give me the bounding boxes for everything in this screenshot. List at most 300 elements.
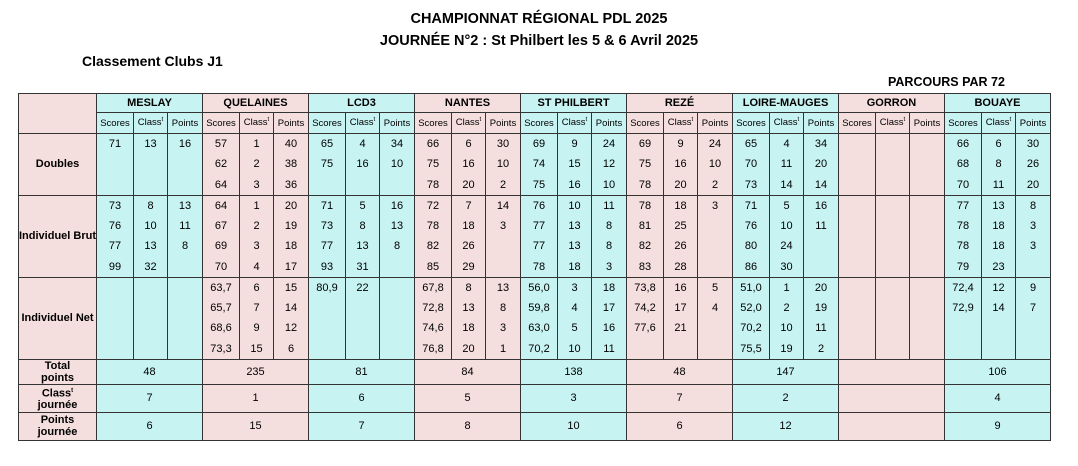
column-header: Scores [203,113,240,134]
score-cell: 6 [982,134,1016,155]
score-cell: 74 [521,154,558,175]
column-header: Class$^t$ [876,113,910,134]
score-cell: 2 [770,298,804,319]
club-name: MESLAY [97,94,203,113]
score-cell: 36 [274,175,309,196]
score-cell: 9 [240,318,274,339]
score-cell: 13 [486,277,521,298]
score-cell: 10 [770,216,804,237]
score-cell: 65 [733,134,770,155]
score-cell [839,298,876,319]
score-cell: 75 [309,154,346,175]
score-cell: 8 [452,277,486,298]
column-header: Class$^t$ [770,113,804,134]
score-cell: 7 [240,298,274,319]
score-cell: 65 [309,134,346,155]
score-cell [380,175,415,196]
score-cell: 18 [452,216,486,237]
table-row [19,154,1051,175]
score-cell [346,318,380,339]
score-cell: 9 [558,134,592,155]
score-cell [839,277,876,298]
score-cell [876,318,910,339]
score-cell: 6 [240,277,274,298]
score-cell: 4 [698,298,733,319]
summary-label: Total points [19,359,97,384]
score-cell: 18 [982,216,1016,237]
score-cell: 63,0 [521,318,558,339]
score-cell: 73,8 [627,277,664,298]
score-cell: 16 [592,318,627,339]
score-cell: 38 [274,154,309,175]
summary-value: 48 [627,359,733,384]
score-cell: 62 [203,154,240,175]
column-header: Scores [945,113,982,134]
club-name: LOIRE-MAUGES [733,94,839,113]
summary-value: 5 [415,384,521,412]
score-cell: 28 [664,257,698,278]
score-cell: 30 [770,257,804,278]
score-cell: 11 [770,154,804,175]
summary-value: 138 [521,359,627,384]
score-cell: 12 [592,154,627,175]
summary-value: 10 [521,412,627,440]
score-cell [97,318,134,339]
score-cell: 10 [698,154,733,175]
total-points-row [19,359,1051,384]
score-cell: 10 [592,175,627,196]
score-cell: 20 [452,175,486,196]
score-cell: 16 [168,134,203,155]
score-cell: 15 [558,154,592,175]
score-cell: 64 [203,195,240,216]
table-row [19,318,1051,339]
score-cell: 14 [486,195,521,216]
column-header: Scores [521,113,558,134]
score-cell: 10 [134,216,168,237]
score-cell: 30 [486,134,521,155]
score-cell: 82 [627,236,664,257]
score-cell: 2 [240,216,274,237]
score-cell: 86 [733,257,770,278]
score-cell [876,236,910,257]
score-cell: 65,7 [203,298,240,319]
score-cell: 10 [770,318,804,339]
score-cell [380,257,415,278]
column-header: Class$^t$ [664,113,698,134]
score-cell: 10 [558,195,592,216]
column-header: Class$^t$ [558,113,592,134]
score-cell [982,339,1016,360]
score-cell: 4 [558,298,592,319]
score-cell: 76 [733,216,770,237]
score-cell: 68,6 [203,318,240,339]
score-cell: 3 [1016,216,1051,237]
score-cell: 31 [346,257,380,278]
score-cell: 3 [592,257,627,278]
score-cell: 13 [452,298,486,319]
summary-label: Class$^t$ journée [19,384,97,412]
score-cell [839,339,876,360]
score-cell [876,195,910,216]
score-cell: 8 [134,195,168,216]
column-header: Scores [97,113,134,134]
score-cell: 77 [97,236,134,257]
score-cell [97,175,134,196]
score-cell [910,277,945,298]
score-cell: 17 [274,257,309,278]
score-cell: 8 [486,298,521,319]
score-cell: 67,8 [415,277,452,298]
score-cell: 67 [203,216,240,237]
score-cell: 75 [521,175,558,196]
score-cell: 64 [203,175,240,196]
score-cell: 68 [945,154,982,175]
score-cell [309,298,346,319]
score-cell: 4 [346,134,380,155]
score-cell [698,216,733,237]
score-cell: 12 [982,277,1016,298]
score-cell: 20 [452,339,486,360]
score-cell [97,277,134,298]
score-cell: 14 [274,298,309,319]
table-row [19,134,1051,155]
score-cell: 40 [274,134,309,155]
score-cell: 78 [627,195,664,216]
score-cell [876,339,910,360]
score-cell: 5 [770,195,804,216]
page-subtitle: JOURNÉE N°2 : St Philbert les 5 & 6 Avril 2025 [379,33,699,49]
score-cell: 30 [1016,134,1051,155]
score-cell: 1 [240,195,274,216]
summary-value: 1 [203,384,309,412]
score-cell [839,154,876,175]
score-cell: 78 [627,175,664,196]
table-row [19,216,1051,237]
club-name: QUELAINES [203,94,309,113]
score-cell: 18 [592,277,627,298]
score-cell: 16 [558,175,592,196]
score-cell: 7 [452,195,486,216]
score-cell [97,154,134,175]
score-cell: 77 [521,216,558,237]
score-cell: 57 [203,134,240,155]
score-cell: 79 [945,257,982,278]
score-cell [876,277,910,298]
summary-value [839,359,945,384]
score-cell: 52,0 [733,298,770,319]
score-cell [309,339,346,360]
score-cell [910,339,945,360]
score-cell: 16 [452,154,486,175]
summary-value [839,412,945,440]
score-cell: 85 [415,257,452,278]
score-cell: 73 [733,175,770,196]
score-cell: 24 [770,236,804,257]
score-cell: 73,3 [203,339,240,360]
score-cell: 72,9 [945,298,982,319]
score-cell: 1 [770,277,804,298]
column-header: Points [910,113,945,134]
score-cell: 20 [664,175,698,196]
score-cell [910,195,945,216]
score-cell [168,154,203,175]
score-cell: 34 [380,134,415,155]
summary-value: 6 [627,412,733,440]
score-cell: 14 [982,298,1016,319]
summary-value: 4 [945,384,1051,412]
page-title: CHAMPIONNAT RÉGIONAL PDL 2025 [410,11,668,27]
score-cell [380,277,415,298]
score-cell: 6 [452,134,486,155]
parcours-label: PARCOURS PAR 72 [888,75,1005,89]
column-header: Scores [733,113,770,134]
score-cell: 76 [521,195,558,216]
score-cell [804,236,839,257]
score-cell: 19 [770,339,804,360]
score-cell [698,236,733,257]
score-cell: 4 [770,134,804,155]
score-cell: 18 [664,195,698,216]
score-cell: 26 [664,236,698,257]
score-cell: 17 [592,298,627,319]
score-cell: 10 [486,154,521,175]
score-cell [910,216,945,237]
summary-value: 81 [309,359,415,384]
score-cell [97,298,134,319]
column-header: Points [804,113,839,134]
summary-label: Points journée [19,412,97,440]
score-cell: 13 [346,236,380,257]
score-cell: 77,6 [627,318,664,339]
score-cell [910,318,945,339]
score-cell: 83 [627,257,664,278]
score-cell: 77 [521,236,558,257]
score-cell: 16 [346,154,380,175]
score-cell [839,236,876,257]
column-header: Scores [415,113,452,134]
score-cell [910,175,945,196]
score-cell [168,175,203,196]
score-cell [839,216,876,237]
summary-value: 7 [627,384,733,412]
classement-table [18,93,1051,441]
score-cell [346,298,380,319]
summary-value: 3 [521,384,627,412]
score-cell: 76,8 [415,339,452,360]
score-cell: 18 [982,236,1016,257]
summary-value: 147 [733,359,839,384]
points-journee-row [19,412,1051,440]
score-cell: 2 [698,175,733,196]
score-cell [346,175,380,196]
score-cell [1016,257,1051,278]
group-label: Individuel Brut [19,195,97,277]
table-row [19,236,1051,257]
score-cell: 13 [558,236,592,257]
score-cell: 11 [804,216,839,237]
summary-value: 6 [309,384,415,412]
score-cell: 13 [380,216,415,237]
score-cell: 78 [415,175,452,196]
score-cell: 2 [240,154,274,175]
club-name: BOUAYE [945,94,1051,113]
score-cell [380,298,415,319]
summary-value: 9 [945,412,1051,440]
score-cell: 8 [982,154,1016,175]
score-cell: 9 [1016,277,1051,298]
score-cell: 69 [203,236,240,257]
score-cell: 51,0 [733,277,770,298]
score-cell: 3 [1016,236,1051,257]
score-cell [876,216,910,237]
score-cell [486,257,521,278]
summary-value: 12 [733,412,839,440]
score-cell [346,339,380,360]
column-header: Scores [627,113,664,134]
score-cell: 13 [982,195,1016,216]
table-row [19,175,1051,196]
score-cell: 3 [486,318,521,339]
score-cell [876,154,910,175]
score-cell: 4 [240,257,274,278]
score-cell [876,257,910,278]
score-cell: 70 [945,175,982,196]
score-cell: 78 [521,257,558,278]
club-name: ST PHILBERT [521,94,627,113]
score-cell [945,339,982,360]
score-cell: 10 [380,154,415,175]
score-cell: 17 [664,298,698,319]
score-cell [839,257,876,278]
summary-value: 15 [203,412,309,440]
score-cell [876,298,910,319]
score-cell [839,195,876,216]
score-cell [876,134,910,155]
column-header: Class$^t$ [134,113,168,134]
score-cell: 34 [804,134,839,155]
score-cell: 15 [274,277,309,298]
column-header-row [19,113,1051,134]
score-cell [134,175,168,196]
score-cell [380,318,415,339]
club-name: GORRON [839,94,945,113]
summary-value: 106 [945,359,1051,384]
score-cell: 6 [274,339,309,360]
score-cell: 78 [415,216,452,237]
score-cell: 63,7 [203,277,240,298]
score-cell [134,154,168,175]
score-cell: 93 [309,257,346,278]
score-cell: 11 [982,175,1016,196]
score-cell: 20 [804,277,839,298]
table-row [19,195,1051,216]
score-cell: 13 [558,216,592,237]
score-cell: 5 [558,318,592,339]
table-row [19,298,1051,319]
score-cell: 5 [698,277,733,298]
column-header: Class$^t$ [982,113,1016,134]
score-cell: 1 [240,134,274,155]
score-cell: 22 [346,277,380,298]
score-cell: 8 [168,236,203,257]
score-cell [168,339,203,360]
score-cell: 11 [592,195,627,216]
summary-value: 7 [97,384,203,412]
score-cell [839,134,876,155]
column-header: Points [592,113,627,134]
summary-value: 48 [97,359,203,384]
score-cell: 8 [592,216,627,237]
score-cell: 3 [698,195,733,216]
score-cell: 72,8 [415,298,452,319]
score-cell: 8 [1016,195,1051,216]
score-cell: 10 [558,339,592,360]
score-cell [309,318,346,339]
club-name: LCD3 [309,94,415,113]
score-cell: 25 [664,216,698,237]
column-header: Points [1016,113,1051,134]
score-cell: 74,6 [415,318,452,339]
table-row [19,339,1051,360]
score-cell [134,318,168,339]
score-cell [910,154,945,175]
score-cell [1016,318,1051,339]
score-cell: 77 [309,236,346,257]
score-cell: 8 [346,216,380,237]
score-cell: 3 [486,216,521,237]
score-cell: 3 [558,277,592,298]
score-cell [910,236,945,257]
score-cell: 16 [804,195,839,216]
table-row [19,277,1051,298]
summary-value: 8 [415,412,521,440]
score-cell: 3 [240,175,274,196]
score-cell: 72,4 [945,277,982,298]
score-cell: 19 [804,298,839,319]
score-cell [380,339,415,360]
column-header: Class$^t$ [346,113,380,134]
score-cell: 71 [733,195,770,216]
score-cell [910,134,945,155]
score-cell: 21 [664,318,698,339]
score-cell: 11 [592,339,627,360]
summary-value: 84 [415,359,521,384]
score-cell: 9 [664,134,698,155]
score-cell: 13 [134,236,168,257]
score-cell [839,175,876,196]
score-cell: 70,2 [733,318,770,339]
score-cell: 15 [240,339,274,360]
score-cell: 23 [982,257,1016,278]
score-cell: 73 [309,216,346,237]
score-cell: 99 [97,257,134,278]
score-cell [982,318,1016,339]
club-name: REZÉ [627,94,733,113]
score-cell [698,257,733,278]
score-cell: 29 [452,257,486,278]
score-cell: 14 [804,175,839,196]
score-cell: 82 [415,236,452,257]
summary-value: 7 [309,412,415,440]
score-cell: 73 [97,195,134,216]
score-cell: 2 [804,339,839,360]
summary-value: 235 [203,359,309,384]
classement-journee-row [19,384,1051,412]
score-cell: 24 [698,134,733,155]
score-cell: 14 [770,175,804,196]
section-title: Classement Clubs J1 [82,53,223,69]
